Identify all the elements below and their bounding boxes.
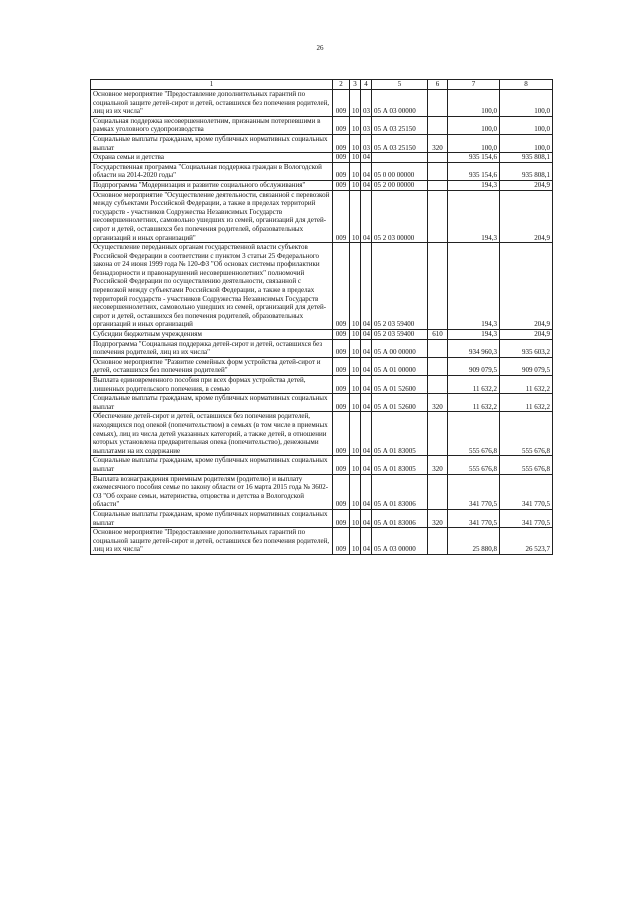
amount-year2-cell: 204,9 <box>500 243 553 330</box>
amount-year1-cell: 100,0 <box>448 134 500 152</box>
grbs-code-cell: 009 <box>333 412 350 456</box>
amount-year1-cell: 935 154,6 <box>448 153 500 163</box>
grbs-code-cell: 009 <box>333 243 350 330</box>
row-name-cell: Социальная поддержка несовершеннолетним, признанным потерпевшими в рамках уголовного судопроизводства <box>91 116 333 134</box>
row-name-cell: Осуществление переданных органам государственной власти субъектов Российской Федерации в соответствии с пунктом 3 статьи 25 Федерального закона от 24 июня 1999 года № 120-ФЗ "Об основах системы профилактики безнадзорности и правонарушений несовершеннолетних" полномочий Российской Федерации по осуществлению деятельности, связанной с перевозкой между субъектами Российской Федерации, а также в пределах территорий государств - участников Содружества Независимых Государств несовершеннолетних, самовольно ушедших из семей, организаций для детей-сирот и детей, оставшихся без попечения родителей, образовательных организаций и иных организаций <box>91 243 333 330</box>
amount-year1-cell: 555 676,8 <box>448 456 500 474</box>
subsection-code-cell: 03 <box>361 116 372 134</box>
grbs-code-cell: 009 <box>333 330 350 340</box>
page-number: 26 <box>316 44 324 52</box>
expense-type-cell: 320 <box>428 456 448 474</box>
row-name-cell: Социальные выплаты гражданам, кроме публичных нормативных социальных выплат <box>91 456 333 474</box>
target-article-cell <box>372 153 428 163</box>
section-code-cell: 10 <box>350 134 361 152</box>
subsection-code-cell: 04 <box>361 456 372 474</box>
subsection-code-cell: 04 <box>361 190 372 243</box>
expense-type-cell: 610 <box>428 330 448 340</box>
expense-type-cell <box>428 474 448 509</box>
target-article-cell: 05 А 01 83006 <box>372 509 428 527</box>
grbs-code-cell: 009 <box>333 180 350 190</box>
expense-type-cell <box>428 90 448 117</box>
grbs-code-cell: 009 <box>333 528 350 555</box>
row-name-cell: Подпрограмма "Социальная поддержка детей-сирот и детей, оставшихся без попечения родителей, лиц из их числа" <box>91 339 333 357</box>
grbs-code-cell: 009 <box>333 509 350 527</box>
amount-year2-cell: 555 676,8 <box>500 412 553 456</box>
subsection-code-cell: 04 <box>361 474 372 509</box>
grbs-code-cell: 009 <box>333 162 350 180</box>
table-row <box>91 180 553 190</box>
subsection-code-cell: 04 <box>361 339 372 357</box>
expense-type-cell <box>428 153 448 163</box>
column-header: 4 <box>361 80 372 90</box>
row-name-cell: Основное мероприятие "Развитие семейных форм устройства детей-сирот и детей, оставшихся без попечения родителей" <box>91 357 333 375</box>
section-code-cell: 10 <box>350 394 361 412</box>
expense-type-cell <box>428 528 448 555</box>
target-article-cell: 05 А 01 52600 <box>372 376 428 394</box>
amount-year2-cell: 100,0 <box>500 90 553 117</box>
table-row <box>91 509 553 527</box>
section-code-cell: 10 <box>350 190 361 243</box>
amount-year1-cell: 194,3 <box>448 330 500 340</box>
table-row <box>91 153 553 163</box>
table-row <box>91 357 553 375</box>
target-article-cell: 05 2 03 00000 <box>372 190 428 243</box>
row-name-cell: Основное мероприятие "Предоставление дополнительных гарантий по социальной защите детей-сирот и детей, оставшихся без попечения родителей, лиц из их числа" <box>91 90 333 117</box>
subsection-code-cell: 04 <box>361 528 372 555</box>
target-article-cell: 05 А 01 00000 <box>372 357 428 375</box>
expense-type-cell: 320 <box>428 134 448 152</box>
subsection-code-cell: 04 <box>361 243 372 330</box>
grbs-code-cell: 009 <box>333 394 350 412</box>
amount-year2-cell: 204,9 <box>500 180 553 190</box>
budget-table <box>90 79 553 555</box>
grbs-code-cell: 009 <box>333 474 350 509</box>
amount-year1-cell: 100,0 <box>448 90 500 117</box>
column-header: 6 <box>428 80 448 90</box>
subsection-code-cell: 04 <box>361 509 372 527</box>
amount-year1-cell: 194,3 <box>448 190 500 243</box>
subsection-code-cell: 03 <box>361 90 372 117</box>
table-row <box>91 190 553 243</box>
amount-year2-cell: 11 632,2 <box>500 394 553 412</box>
expense-type-cell <box>428 339 448 357</box>
table-row <box>91 474 553 509</box>
amount-year2-cell: 935 808,1 <box>500 153 553 163</box>
section-code-cell: 10 <box>350 116 361 134</box>
grbs-code-cell: 009 <box>333 339 350 357</box>
target-article-cell: 05 А 00 00000 <box>372 339 428 357</box>
subsection-code-cell: 04 <box>361 376 372 394</box>
amount-year1-cell: 11 632,2 <box>448 394 500 412</box>
table-body <box>91 90 553 555</box>
table-row <box>91 528 553 555</box>
column-header: 3 <box>350 80 361 90</box>
row-name-cell: Основное мероприятие "Предоставление дополнительных гарантий по социальной защите детей-сирот и детей, оставшихся без попечения родителей, лиц из их числа" <box>91 528 333 555</box>
section-code-cell: 10 <box>350 162 361 180</box>
subsection-code-cell: 04 <box>361 162 372 180</box>
target-article-cell: 05 А 01 83005 <box>372 456 428 474</box>
section-code-cell: 10 <box>350 180 361 190</box>
table-row <box>91 456 553 474</box>
amount-year2-cell: 341 770,5 <box>500 509 553 527</box>
expense-type-cell: 320 <box>428 394 448 412</box>
table-row <box>91 162 553 180</box>
expense-type-cell <box>428 412 448 456</box>
section-code-cell: 10 <box>350 474 361 509</box>
column-header: 2 <box>333 80 350 90</box>
column-header: 5 <box>372 80 428 90</box>
expense-type-cell <box>428 243 448 330</box>
row-name-cell: Основное мероприятие "Осуществление деятельности, связанной с перевозкой между субъектами Российской Федерации, а также в пределах территорий государств - участников Содружества Независимых Государств несовершеннолетних, самовольно ушедших из семей, организаций для детей-сирот и детей, оставшихся без попечения родителей, образовательных организаций и иных организаций" <box>91 190 333 243</box>
grbs-code-cell: 009 <box>333 357 350 375</box>
amount-year1-cell: 341 770,5 <box>448 509 500 527</box>
section-code-cell: 10 <box>350 243 361 330</box>
amount-year2-cell: 555 676,8 <box>500 456 553 474</box>
expense-type-cell <box>428 162 448 180</box>
expense-type-cell <box>428 190 448 243</box>
section-code-cell: 10 <box>350 509 361 527</box>
target-article-cell: 05 А 03 25150 <box>372 134 428 152</box>
row-name-cell: Социальные выплаты гражданам, кроме публичных нормативных социальных выплат <box>91 134 333 152</box>
expense-type-cell <box>428 376 448 394</box>
table-row <box>91 90 553 117</box>
grbs-code-cell: 009 <box>333 116 350 134</box>
amount-year1-cell: 934 960,3 <box>448 339 500 357</box>
amount-year2-cell: 204,9 <box>500 190 553 243</box>
amount-year1-cell: 194,3 <box>448 243 500 330</box>
table-row <box>91 330 553 340</box>
row-name-cell: Социальные выплаты гражданам, кроме публичных нормативных социальных выплат <box>91 509 333 527</box>
target-article-cell: 05 2 03 59400 <box>372 330 428 340</box>
amount-year2-cell: 204,9 <box>500 330 553 340</box>
amount-year1-cell: 555 676,8 <box>448 412 500 456</box>
section-code-cell: 10 <box>350 456 361 474</box>
grbs-code-cell: 009 <box>333 90 350 117</box>
table-row <box>91 134 553 152</box>
table-row <box>91 243 553 330</box>
target-article-cell: 05 А 03 25150 <box>372 116 428 134</box>
table-row <box>91 339 553 357</box>
header-row <box>91 80 553 90</box>
grbs-code-cell: 009 <box>333 190 350 243</box>
target-article-cell: 05 А 03 00000 <box>372 90 428 117</box>
amount-year1-cell: 935 154,6 <box>448 162 500 180</box>
subsection-code-cell: 04 <box>361 412 372 456</box>
expense-type-cell: 320 <box>428 509 448 527</box>
amount-year2-cell: 935 808,1 <box>500 162 553 180</box>
table-row <box>91 412 553 456</box>
amount-year1-cell: 194,3 <box>448 180 500 190</box>
row-name-cell: Подпрограмма "Модернизация и развитие социального обслуживания" <box>91 180 333 190</box>
grbs-code-cell: 009 <box>333 456 350 474</box>
subsection-code-cell: 04 <box>361 180 372 190</box>
amount-year1-cell: 11 632,2 <box>448 376 500 394</box>
table-row <box>91 116 553 134</box>
row-name-cell: Социальные выплаты гражданам, кроме публичных нормативных социальных выплат <box>91 394 333 412</box>
target-article-cell: 05 А 01 52600 <box>372 394 428 412</box>
column-header: 7 <box>448 80 500 90</box>
amount-year1-cell: 100,0 <box>448 116 500 134</box>
amount-year2-cell: 26 523,7 <box>500 528 553 555</box>
section-code-cell: 10 <box>350 339 361 357</box>
section-code-cell: 10 <box>350 528 361 555</box>
amount-year1-cell: 341 770,5 <box>448 474 500 509</box>
amount-year2-cell: 100,0 <box>500 116 553 134</box>
row-name-cell: Выплата вознаграждения приемным родителям (родителю) и выплату ежемесячного пособия семье по закону области от 16 марта 2015 года № 3602-ОЗ "Об охране семьи, материнства, отцовства и детства в Вологодской области" <box>91 474 333 509</box>
subsection-code-cell: 04 <box>361 330 372 340</box>
target-article-cell: 05 0 00 00000 <box>372 162 428 180</box>
section-code-cell: 10 <box>350 376 361 394</box>
amount-year2-cell: 341 770,5 <box>500 474 553 509</box>
table-row <box>91 376 553 394</box>
amount-year2-cell: 909 079,5 <box>500 357 553 375</box>
section-code-cell: 10 <box>350 330 361 340</box>
row-name-cell: Выплата единовременного пособия при всех формах устройства детей, лишенных родительского попечения, в семью <box>91 376 333 394</box>
expense-type-cell <box>428 180 448 190</box>
section-code-cell: 10 <box>350 412 361 456</box>
target-article-cell: 05 А 01 83005 <box>372 412 428 456</box>
expense-type-cell <box>428 116 448 134</box>
expense-type-cell <box>428 357 448 375</box>
column-header: 1 <box>91 80 333 90</box>
grbs-code-cell: 009 <box>333 134 350 152</box>
amount-year1-cell: 909 079,5 <box>448 357 500 375</box>
subsection-code-cell: 04 <box>361 394 372 412</box>
section-code-cell: 10 <box>350 90 361 117</box>
amount-year2-cell: 935 603,2 <box>500 339 553 357</box>
amount-year1-cell: 25 880,8 <box>448 528 500 555</box>
section-code-cell: 10 <box>350 357 361 375</box>
target-article-cell: 05 А 03 00000 <box>372 528 428 555</box>
amount-year2-cell: 11 632,2 <box>500 376 553 394</box>
grbs-code-cell: 009 <box>333 376 350 394</box>
subsection-code-cell: 03 <box>361 134 372 152</box>
column-header: 8 <box>500 80 553 90</box>
row-name-cell: Государственная программа "Социальная поддержка граждан в Вологодской области на 2014-2020 годы" <box>91 162 333 180</box>
target-article-cell: 05 А 01 83006 <box>372 474 428 509</box>
amount-year2-cell: 100,0 <box>500 134 553 152</box>
table-row <box>91 394 553 412</box>
row-name-cell: Субсидии бюджетным учреждениям <box>91 330 333 340</box>
target-article-cell: 05 2 03 59400 <box>372 243 428 330</box>
target-article-cell: 05 2 00 00000 <box>372 180 428 190</box>
row-name-cell: Обеспечение детей-сирот и детей, оставшихся без попечения родителей, находящихся под опекой (попечительством) в семьях (в том числе в приемных семьях), лиц из числа детей указанных категорий, а также детей, в отношении которых установлена предварительная опека (попечительство), денежными выплатами на их содержание <box>91 412 333 456</box>
grbs-code-cell: 009 <box>333 153 350 163</box>
subsection-code-cell: 04 <box>361 357 372 375</box>
row-name-cell: Охрана семьи и детства <box>91 153 333 163</box>
section-code-cell: 10 <box>350 153 361 163</box>
subsection-code-cell: 04 <box>361 153 372 163</box>
